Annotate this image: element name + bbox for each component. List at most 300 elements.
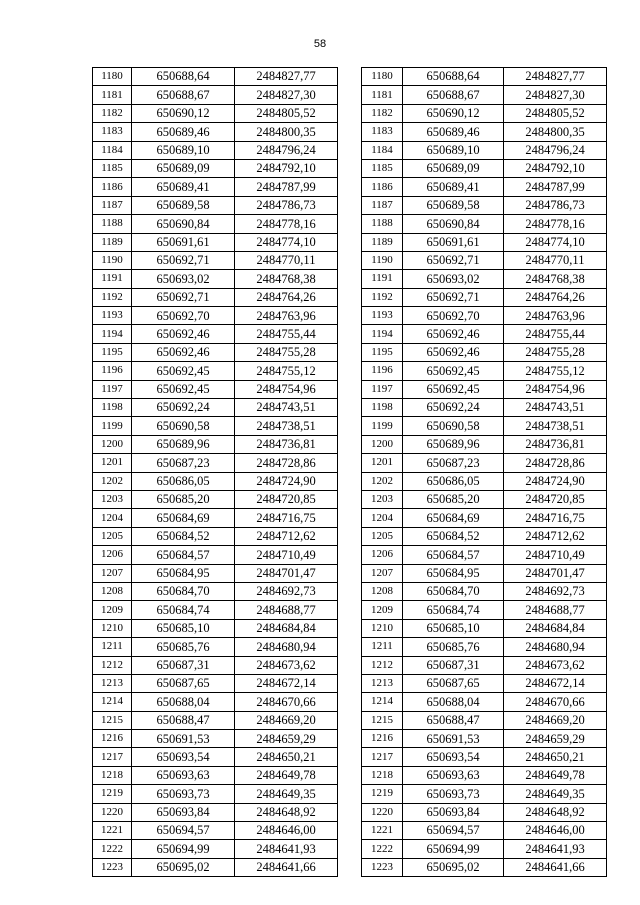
table-row (93, 399, 338, 417)
point-number-cell: 1208 (93, 582, 132, 600)
point-number-cell: 1221 (93, 822, 132, 840)
point-number-cell: 1218 (93, 766, 132, 784)
point-number-cell: 1222 (362, 840, 403, 858)
x-coordinate-cell: 650689,58 (403, 196, 504, 214)
point-number-cell: 1219 (93, 785, 132, 803)
point-number-cell: 1196 (93, 362, 132, 380)
table-row (362, 104, 607, 122)
y-coordinate-cell: 2484763,96 (235, 307, 338, 325)
x-coordinate-cell: 650693,84 (132, 803, 235, 821)
point-number-cell: 1220 (93, 803, 132, 821)
point-number-cell: 1187 (93, 196, 132, 214)
y-coordinate-cell: 2484648,92 (504, 803, 607, 821)
x-coordinate-cell: 650692,46 (403, 325, 504, 343)
point-number-cell: 1184 (362, 141, 403, 159)
point-number-cell: 1223 (362, 858, 403, 876)
y-coordinate-cell: 2484754,96 (235, 380, 338, 398)
y-coordinate-cell: 2484792,10 (504, 159, 607, 177)
x-coordinate-cell: 650693,84 (403, 803, 504, 821)
y-coordinate-cell: 2484792,10 (235, 159, 338, 177)
table-row (93, 546, 338, 564)
x-coordinate-cell: 650685,76 (132, 638, 235, 656)
table-row (93, 123, 338, 141)
table-row (362, 582, 607, 600)
x-coordinate-cell: 650686,05 (403, 472, 504, 490)
y-coordinate-cell: 2484680,94 (504, 638, 607, 656)
y-coordinate-cell: 2484755,44 (504, 325, 607, 343)
y-coordinate-cell: 2484649,78 (235, 766, 338, 784)
table-row (362, 527, 607, 545)
y-coordinate-cell: 2484770,11 (235, 251, 338, 269)
table-row (93, 178, 338, 196)
table-row (93, 288, 338, 306)
point-number-cell: 1205 (93, 527, 132, 545)
table-row (362, 178, 607, 196)
table-row (93, 104, 338, 122)
y-coordinate-cell: 2484787,99 (235, 178, 338, 196)
point-number-cell: 1220 (362, 803, 403, 821)
table-row (362, 215, 607, 233)
point-number-cell: 1193 (362, 307, 403, 325)
point-number-cell: 1207 (93, 564, 132, 582)
y-coordinate-cell: 2484701,47 (235, 564, 338, 582)
table-row (362, 785, 607, 803)
y-coordinate-cell: 2484710,49 (235, 546, 338, 564)
y-coordinate-cell: 2484770,11 (504, 251, 607, 269)
x-coordinate-cell: 650685,76 (403, 638, 504, 656)
table-row (93, 766, 338, 784)
x-coordinate-cell: 650687,31 (132, 656, 235, 674)
x-coordinate-cell: 650693,02 (403, 270, 504, 288)
table-row (93, 325, 338, 343)
coordinate-table-right (361, 67, 607, 877)
point-number-cell: 1213 (93, 674, 132, 692)
point-number-cell: 1217 (93, 748, 132, 766)
x-coordinate-cell: 650684,95 (403, 564, 504, 582)
x-coordinate-cell: 650694,57 (132, 822, 235, 840)
table-row (362, 693, 607, 711)
table-row (362, 251, 607, 269)
x-coordinate-cell: 650688,64 (403, 68, 504, 86)
point-number-cell: 1204 (362, 509, 403, 527)
table-row (93, 638, 338, 656)
x-coordinate-cell: 650689,41 (132, 178, 235, 196)
x-coordinate-cell: 650689,58 (132, 196, 235, 214)
point-number-cell: 1209 (362, 601, 403, 619)
point-number-cell: 1200 (93, 435, 132, 453)
x-coordinate-cell: 650688,47 (403, 711, 504, 729)
table-row (93, 840, 338, 858)
table-row (362, 674, 607, 692)
table-row (93, 711, 338, 729)
table-row (93, 748, 338, 766)
y-coordinate-cell: 2484710,49 (504, 546, 607, 564)
point-number-cell: 1212 (93, 656, 132, 674)
table-row (93, 141, 338, 159)
table-row (362, 196, 607, 214)
y-coordinate-cell: 2484755,44 (235, 325, 338, 343)
point-number-cell: 1198 (362, 399, 403, 417)
point-number-cell: 1209 (93, 601, 132, 619)
table-row (93, 803, 338, 821)
x-coordinate-cell: 650685,10 (132, 619, 235, 637)
y-coordinate-cell: 2484738,51 (235, 417, 338, 435)
y-coordinate-cell: 2484641,66 (504, 858, 607, 876)
point-number-cell: 1184 (93, 141, 132, 159)
table-row (93, 86, 338, 104)
x-coordinate-cell: 650684,69 (132, 509, 235, 527)
x-coordinate-cell: 650692,71 (132, 251, 235, 269)
table-row (362, 509, 607, 527)
x-coordinate-cell: 650684,57 (403, 546, 504, 564)
y-coordinate-cell: 2484736,81 (235, 435, 338, 453)
point-number-cell: 1185 (93, 159, 132, 177)
x-coordinate-cell: 650684,70 (403, 582, 504, 600)
coordinate-table-left (92, 67, 338, 877)
x-coordinate-cell: 650690,58 (132, 417, 235, 435)
table-row (362, 123, 607, 141)
y-coordinate-cell: 2484716,75 (504, 509, 607, 527)
table-row (362, 748, 607, 766)
y-coordinate-cell: 2484805,52 (235, 104, 338, 122)
point-number-cell: 1187 (362, 196, 403, 214)
point-number-cell: 1214 (93, 693, 132, 711)
table-row (362, 803, 607, 821)
table-row (362, 307, 607, 325)
x-coordinate-cell: 650691,61 (403, 233, 504, 251)
point-number-cell: 1211 (93, 638, 132, 656)
table-row (93, 472, 338, 490)
table-row (362, 454, 607, 472)
table-row (362, 86, 607, 104)
y-coordinate-cell: 2484755,28 (504, 343, 607, 361)
table-row (93, 307, 338, 325)
table-row (93, 454, 338, 472)
y-coordinate-cell: 2484649,35 (504, 785, 607, 803)
point-number-cell: 1217 (362, 748, 403, 766)
x-coordinate-cell: 650692,46 (132, 343, 235, 361)
y-coordinate-cell: 2484796,24 (504, 141, 607, 159)
table-row (93, 159, 338, 177)
point-number-cell: 1192 (93, 288, 132, 306)
y-coordinate-cell: 2484646,00 (235, 822, 338, 840)
table-row (362, 766, 607, 784)
point-number-cell: 1191 (362, 270, 403, 288)
table-row (93, 509, 338, 527)
table-row (93, 674, 338, 692)
y-coordinate-cell: 2484680,94 (235, 638, 338, 656)
y-coordinate-cell: 2484673,62 (235, 656, 338, 674)
y-coordinate-cell: 2484728,86 (504, 454, 607, 472)
y-coordinate-cell: 2484712,62 (235, 527, 338, 545)
y-coordinate-cell: 2484774,10 (504, 233, 607, 251)
y-coordinate-cell: 2484716,75 (235, 509, 338, 527)
x-coordinate-cell: 650691,53 (132, 730, 235, 748)
y-coordinate-cell: 2484827,77 (504, 68, 607, 86)
point-number-cell: 1223 (93, 858, 132, 876)
table-row (93, 601, 338, 619)
y-coordinate-cell: 2484646,00 (504, 822, 607, 840)
x-coordinate-cell: 650689,10 (132, 141, 235, 159)
y-coordinate-cell: 2484669,20 (504, 711, 607, 729)
point-number-cell: 1189 (93, 233, 132, 251)
table-row (93, 380, 338, 398)
y-coordinate-cell: 2484724,90 (504, 472, 607, 490)
y-coordinate-cell: 2484641,93 (504, 840, 607, 858)
point-number-cell: 1182 (362, 104, 403, 122)
x-coordinate-cell: 650689,46 (403, 123, 504, 141)
table-row (93, 619, 338, 637)
table-row (362, 601, 607, 619)
x-coordinate-cell: 650692,46 (403, 343, 504, 361)
x-coordinate-cell: 650687,23 (132, 454, 235, 472)
table-row (93, 68, 338, 86)
point-number-cell: 1204 (93, 509, 132, 527)
point-number-cell: 1190 (93, 251, 132, 269)
table-row (362, 399, 607, 417)
point-number-cell: 1180 (93, 68, 132, 86)
y-coordinate-cell: 2484659,29 (504, 730, 607, 748)
table-row (93, 527, 338, 545)
y-coordinate-cell: 2484768,38 (504, 270, 607, 288)
x-coordinate-cell: 650691,61 (132, 233, 235, 251)
point-number-cell: 1219 (362, 785, 403, 803)
table-row (362, 638, 607, 656)
x-coordinate-cell: 650684,69 (403, 509, 504, 527)
point-number-cell: 1197 (362, 380, 403, 398)
point-number-cell: 1213 (362, 674, 403, 692)
table-row (362, 270, 607, 288)
x-coordinate-cell: 650689,96 (403, 435, 504, 453)
table-row (93, 730, 338, 748)
x-coordinate-cell: 650687,31 (403, 656, 504, 674)
x-coordinate-cell: 650688,04 (132, 693, 235, 711)
y-coordinate-cell: 2484778,16 (504, 215, 607, 233)
y-coordinate-cell: 2484724,90 (235, 472, 338, 490)
point-number-cell: 1197 (93, 380, 132, 398)
x-coordinate-cell: 650685,20 (403, 490, 504, 508)
page-number: 58 (313, 38, 327, 50)
y-coordinate-cell: 2484827,77 (235, 68, 338, 86)
table-row (362, 472, 607, 490)
x-coordinate-cell: 650687,65 (132, 674, 235, 692)
x-coordinate-cell: 650692,70 (403, 307, 504, 325)
point-number-cell: 1200 (362, 435, 403, 453)
table-row (362, 288, 607, 306)
point-number-cell: 1188 (362, 215, 403, 233)
point-number-cell: 1192 (362, 288, 403, 306)
point-number-cell: 1202 (93, 472, 132, 490)
table-row (93, 270, 338, 288)
point-number-cell: 1191 (93, 270, 132, 288)
table-row (93, 822, 338, 840)
point-number-cell: 1182 (93, 104, 132, 122)
table-row (93, 215, 338, 233)
x-coordinate-cell: 650694,99 (132, 840, 235, 858)
table-row (362, 858, 607, 876)
table-row (362, 619, 607, 637)
point-number-cell: 1210 (93, 619, 132, 637)
point-number-cell: 1189 (362, 233, 403, 251)
point-number-cell: 1185 (362, 159, 403, 177)
x-coordinate-cell: 650688,67 (403, 86, 504, 104)
x-coordinate-cell: 650692,45 (132, 380, 235, 398)
point-number-cell: 1201 (93, 454, 132, 472)
y-coordinate-cell: 2484763,96 (504, 307, 607, 325)
point-number-cell: 1216 (362, 730, 403, 748)
x-coordinate-cell: 650690,12 (403, 104, 504, 122)
point-number-cell: 1215 (93, 711, 132, 729)
y-coordinate-cell: 2484786,73 (235, 196, 338, 214)
y-coordinate-cell: 2484778,16 (235, 215, 338, 233)
table-row (93, 785, 338, 803)
x-coordinate-cell: 650694,99 (403, 840, 504, 858)
x-coordinate-cell: 650693,02 (132, 270, 235, 288)
point-number-cell: 1222 (93, 840, 132, 858)
table-row (362, 730, 607, 748)
y-coordinate-cell: 2484670,66 (504, 693, 607, 711)
x-coordinate-cell: 650684,57 (132, 546, 235, 564)
x-coordinate-cell: 650689,10 (403, 141, 504, 159)
table-row (362, 233, 607, 251)
table-row (93, 417, 338, 435)
point-number-cell: 1183 (362, 123, 403, 141)
point-number-cell: 1183 (93, 123, 132, 141)
x-coordinate-cell: 650691,53 (403, 730, 504, 748)
table-row (362, 822, 607, 840)
x-coordinate-cell: 650685,20 (132, 490, 235, 508)
x-coordinate-cell: 650692,71 (403, 251, 504, 269)
x-coordinate-cell: 650695,02 (403, 858, 504, 876)
table-row (362, 435, 607, 453)
y-coordinate-cell: 2484786,73 (504, 196, 607, 214)
y-coordinate-cell: 2484648,92 (235, 803, 338, 821)
point-number-cell: 1214 (362, 693, 403, 711)
x-coordinate-cell: 650685,10 (403, 619, 504, 637)
y-coordinate-cell: 2484684,84 (235, 619, 338, 637)
table-row (362, 490, 607, 508)
x-coordinate-cell: 650684,52 (403, 527, 504, 545)
y-coordinate-cell: 2484649,78 (504, 766, 607, 784)
x-coordinate-cell: 650684,52 (132, 527, 235, 545)
x-coordinate-cell: 650692,70 (132, 307, 235, 325)
table-row (93, 233, 338, 251)
point-number-cell: 1180 (362, 68, 403, 86)
table-row (93, 693, 338, 711)
x-coordinate-cell: 650689,09 (403, 159, 504, 177)
y-coordinate-cell: 2484755,28 (235, 343, 338, 361)
table-row (93, 858, 338, 876)
x-coordinate-cell: 650693,54 (132, 748, 235, 766)
y-coordinate-cell: 2484736,81 (504, 435, 607, 453)
x-coordinate-cell: 650692,45 (403, 380, 504, 398)
table-row (362, 325, 607, 343)
y-coordinate-cell: 2484684,84 (504, 619, 607, 637)
y-coordinate-cell: 2484701,47 (504, 564, 607, 582)
y-coordinate-cell: 2484650,21 (235, 748, 338, 766)
coordinate-table-left-body (93, 68, 338, 877)
x-coordinate-cell: 650692,45 (403, 362, 504, 380)
point-number-cell: 1181 (93, 86, 132, 104)
table-row (93, 656, 338, 674)
x-coordinate-cell: 650694,57 (403, 822, 504, 840)
point-number-cell: 1186 (93, 178, 132, 196)
x-coordinate-cell: 650692,71 (132, 288, 235, 306)
point-number-cell: 1203 (93, 490, 132, 508)
point-number-cell: 1194 (362, 325, 403, 343)
y-coordinate-cell: 2484672,14 (235, 674, 338, 692)
point-number-cell: 1199 (362, 417, 403, 435)
x-coordinate-cell: 650692,24 (403, 399, 504, 417)
x-coordinate-cell: 650689,46 (132, 123, 235, 141)
x-coordinate-cell: 650686,05 (132, 472, 235, 490)
table-row (362, 380, 607, 398)
y-coordinate-cell: 2484659,29 (235, 730, 338, 748)
y-coordinate-cell: 2484800,35 (504, 123, 607, 141)
y-coordinate-cell: 2484738,51 (504, 417, 607, 435)
y-coordinate-cell: 2484650,21 (504, 748, 607, 766)
table-row (93, 251, 338, 269)
table-row (362, 343, 607, 361)
table-row (93, 343, 338, 361)
point-number-cell: 1218 (362, 766, 403, 784)
point-number-cell: 1212 (362, 656, 403, 674)
point-number-cell: 1193 (93, 307, 132, 325)
point-number-cell: 1206 (362, 546, 403, 564)
x-coordinate-cell: 650687,65 (403, 674, 504, 692)
x-coordinate-cell: 650689,41 (403, 178, 504, 196)
y-coordinate-cell: 2484669,20 (235, 711, 338, 729)
x-coordinate-cell: 650690,84 (132, 215, 235, 233)
point-number-cell: 1186 (362, 178, 403, 196)
x-coordinate-cell: 650692,71 (403, 288, 504, 306)
point-number-cell: 1190 (362, 251, 403, 269)
point-number-cell: 1207 (362, 564, 403, 582)
x-coordinate-cell: 650693,54 (403, 748, 504, 766)
x-coordinate-cell: 650693,63 (132, 766, 235, 784)
y-coordinate-cell: 2484720,85 (235, 490, 338, 508)
table-row (93, 435, 338, 453)
point-number-cell: 1208 (362, 582, 403, 600)
table-row (362, 711, 607, 729)
y-coordinate-cell: 2484800,35 (235, 123, 338, 141)
x-coordinate-cell: 650693,73 (403, 785, 504, 803)
y-coordinate-cell: 2484688,77 (504, 601, 607, 619)
point-number-cell: 1211 (362, 638, 403, 656)
table-row (362, 362, 607, 380)
y-coordinate-cell: 2484755,12 (235, 362, 338, 380)
table-row (362, 159, 607, 177)
y-coordinate-cell: 2484692,73 (504, 582, 607, 600)
y-coordinate-cell: 2484673,62 (504, 656, 607, 674)
x-coordinate-cell: 650693,63 (403, 766, 504, 784)
y-coordinate-cell: 2484672,14 (504, 674, 607, 692)
point-number-cell: 1181 (362, 86, 403, 104)
y-coordinate-cell: 2484774,10 (235, 233, 338, 251)
point-number-cell: 1196 (362, 362, 403, 380)
coordinate-table-right-body (362, 68, 607, 877)
point-number-cell: 1202 (362, 472, 403, 490)
y-coordinate-cell: 2484712,62 (504, 527, 607, 545)
table-row (362, 564, 607, 582)
x-coordinate-cell: 650692,46 (132, 325, 235, 343)
point-number-cell: 1195 (93, 343, 132, 361)
x-coordinate-cell: 650688,67 (132, 86, 235, 104)
table-row (93, 564, 338, 582)
y-coordinate-cell: 2484768,38 (235, 270, 338, 288)
table-row (362, 840, 607, 858)
x-coordinate-cell: 650684,74 (132, 601, 235, 619)
